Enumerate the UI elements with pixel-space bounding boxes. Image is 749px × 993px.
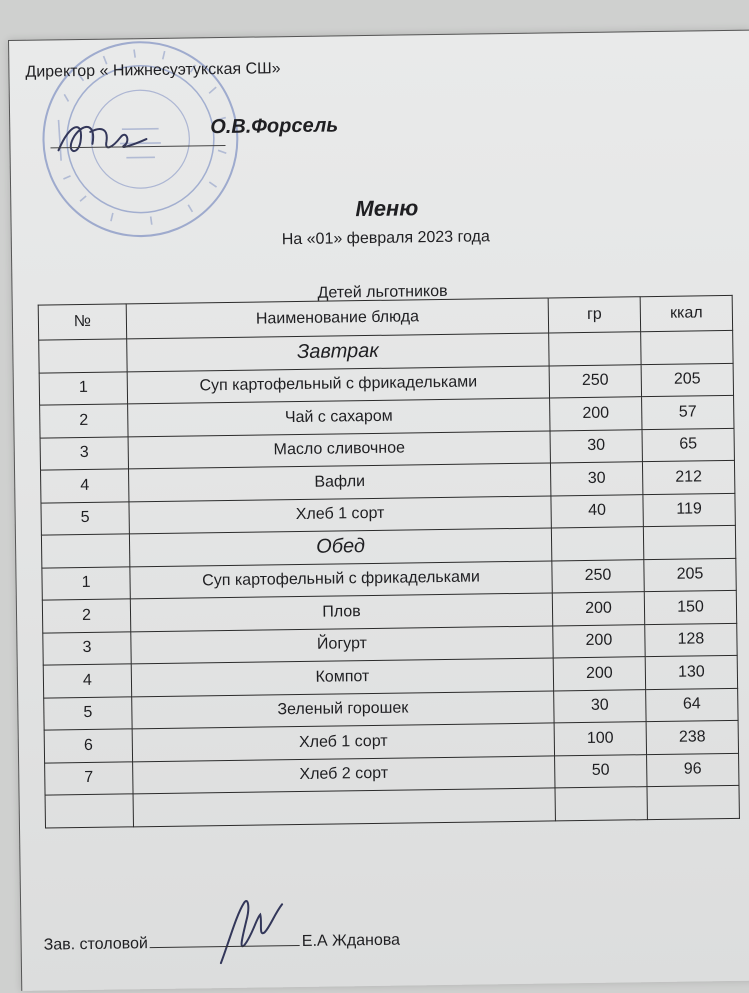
dish-grams: 100 <box>554 722 646 756</box>
dish-name: Вафли <box>128 463 550 501</box>
director-name: О.В.Форсель <box>210 114 339 139</box>
row-number: 2 <box>42 599 130 633</box>
row-number: 5 <box>41 501 129 535</box>
footer-name: Е.А Жданова <box>301 931 401 950</box>
dish-kcal: 64 <box>646 688 738 722</box>
dish-grams: 200 <box>552 592 644 626</box>
dish-kcal: 205 <box>641 363 733 397</box>
dish-grams: 50 <box>555 754 647 788</box>
row-number: 7 <box>45 761 133 795</box>
section-title: Завтрак <box>127 333 549 371</box>
row-number: 2 <box>40 404 128 438</box>
row-number: 6 <box>44 729 132 763</box>
cafeteria-signature-icon <box>214 892 295 968</box>
director-label: Директор « Нижнесуэтукская СШ» <box>25 60 281 81</box>
row-number: 4 <box>43 664 131 698</box>
row-number: 5 <box>44 696 132 730</box>
dish-name: Суп картофельный с фрикадельками <box>127 365 549 403</box>
row-number: 1 <box>42 566 130 600</box>
dish-name: Йогурт <box>131 625 553 663</box>
dish-kcal: 57 <box>642 395 734 429</box>
dish-name: Компот <box>131 658 553 696</box>
footer-signature <box>44 932 401 955</box>
row-number: 3 <box>40 436 128 470</box>
dish-kcal: 119 <box>643 493 735 527</box>
dish-grams: 250 <box>549 364 641 398</box>
dish-kcal: 128 <box>645 623 737 657</box>
group-label: Детей льготников <box>317 282 448 302</box>
page-title: Меню <box>355 195 419 222</box>
dish-grams: 200 <box>553 657 645 691</box>
dish-kcal: 96 <box>647 753 739 787</box>
dish-name: Плов <box>130 593 552 631</box>
dish-name: Масло сливочное <box>128 430 550 468</box>
dish-grams: 30 <box>550 429 642 463</box>
menu-document <box>8 30 749 991</box>
column-header-dish: Наименование блюда <box>126 298 548 339</box>
director-signature-icon <box>50 111 161 163</box>
dish-grams: 200 <box>553 624 645 658</box>
dish-kcal: 65 <box>642 428 734 462</box>
menu-date: На «01» февраля 2023 года <box>281 228 490 249</box>
dish-name: Хлеб 1 сорт <box>129 495 551 533</box>
column-header-grams: гр <box>548 297 640 333</box>
dish-name: Суп картофельный с фрикадельками <box>130 560 552 598</box>
dish-kcal: 238 <box>646 720 738 754</box>
menu-table <box>38 295 740 828</box>
row-number: 1 <box>39 371 127 405</box>
dish-name: Чай с сахаром <box>128 398 550 436</box>
column-header-kcal: ккал <box>640 295 732 331</box>
row-number: 4 <box>41 469 129 503</box>
dish-grams: 200 <box>550 397 642 431</box>
dish-kcal: 130 <box>645 655 737 689</box>
dish-name: Зеленый горошек <box>132 690 554 728</box>
dish-name: Хлеб 1 сорт <box>132 723 554 761</box>
dish-grams: 40 <box>551 494 643 528</box>
footer-label: Зав. столовой <box>43 935 148 954</box>
row-number: 3 <box>43 631 131 665</box>
dish-kcal: 212 <box>642 460 734 494</box>
signature-line <box>150 945 300 948</box>
dish-kcal: 205 <box>644 558 736 592</box>
dish-grams: 250 <box>552 559 644 593</box>
dish-grams: 30 <box>550 462 642 496</box>
column-header-number: № <box>38 304 126 340</box>
section-title: Обед <box>129 528 551 566</box>
dish-kcal: 150 <box>644 590 736 624</box>
dish-grams: 30 <box>554 689 646 723</box>
dish-name: Хлеб 2 сорт <box>133 755 555 793</box>
